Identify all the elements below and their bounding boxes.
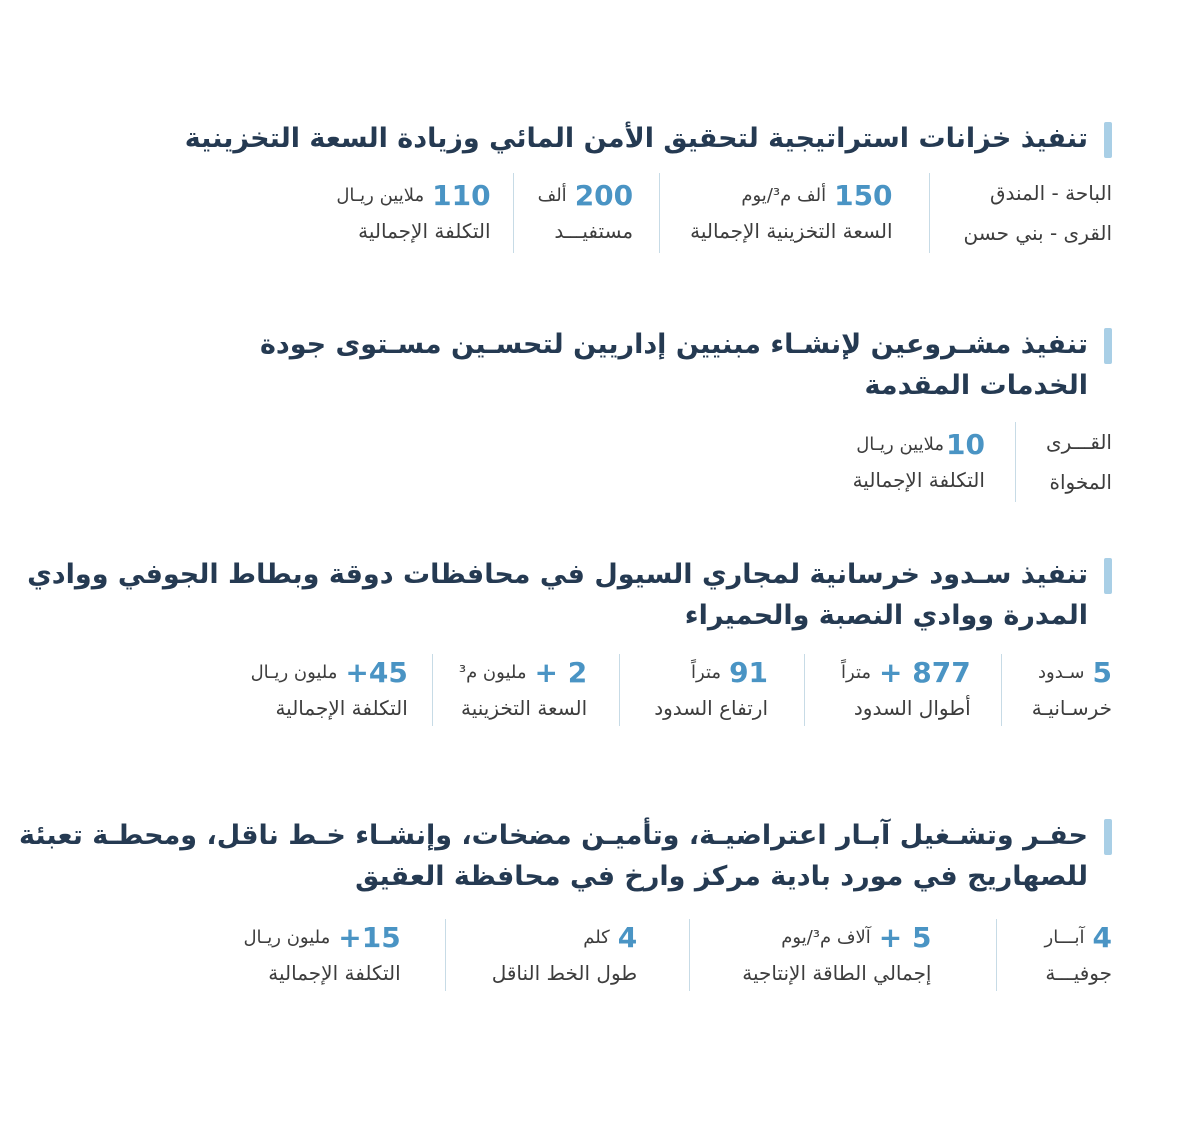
stat-value: 150 xyxy=(834,178,893,212)
stats-row xyxy=(260,422,1112,502)
stat-label: التكلفة الإجمالية xyxy=(358,219,491,243)
stat-unit: متراً xyxy=(841,661,872,683)
stat-value: +15 xyxy=(338,920,401,954)
stat-value: 10 xyxy=(945,427,985,461)
stat-production-capacity xyxy=(689,919,995,991)
stat-total-cost xyxy=(827,422,1015,502)
stat-pipeline-length xyxy=(445,919,690,991)
project-title: حفـر وتشـغيل آبـار اعتراضيـة، وتأميـن مضخات، وإنشـاء خـط ناقل، ومحطـة تعبئة للصهاريج في مورد بادية مركز وارخ في محافظة العقيق xyxy=(19,815,1112,897)
stat-wells-count xyxy=(996,919,1113,991)
stat-unit: آلاف م³/يوم xyxy=(781,926,871,948)
stat-value: +45 xyxy=(345,655,408,689)
stat-storage-capacity xyxy=(659,173,928,253)
stat-dams-height xyxy=(619,654,804,726)
stats-row xyxy=(27,654,1112,726)
stat-label: أطوال السدود xyxy=(853,696,971,720)
stat-label: التكلفة الإجمالية xyxy=(275,696,408,720)
stat-unit: متراً xyxy=(691,661,722,683)
stat-unit: آبـــار xyxy=(1044,926,1085,948)
stat-beneficiaries xyxy=(513,173,660,253)
stat-value: 200 xyxy=(574,178,634,212)
stat-unit: سـدود xyxy=(1038,661,1085,683)
stat-unit: مليون ريـال xyxy=(250,661,338,683)
location-line: القرى - بني حسن xyxy=(963,221,1112,245)
title-accent-bar xyxy=(1104,328,1112,364)
title-accent-bar xyxy=(1104,122,1112,158)
project-title: تنفيذ مشـروعين لإنشـاء مبنيين إداريين لتحسـين مسـتوى جودة الخدمات المقدمة xyxy=(260,324,1112,406)
project-admin-buildings xyxy=(260,324,1112,502)
stat-value: 4 xyxy=(1092,920,1112,954)
stat-total-cost xyxy=(217,919,444,991)
stat-label: خرسـانيـة xyxy=(1031,696,1112,720)
location-line: الباحة - المندق xyxy=(989,181,1112,205)
project-title: تنفيذ سـدود خرسانية لمجاري السيول في محافظات دوقة وبطاط الجوفي ووادي المدرة ووادي النصبة والحميراء xyxy=(27,554,1112,636)
project-wells-and-pipeline xyxy=(19,815,1112,991)
project-storage-tanks xyxy=(185,118,1112,253)
stat-label: السعة التخزينية الإجمالية xyxy=(690,219,893,243)
stat-unit: ألف xyxy=(537,184,567,206)
stats-row xyxy=(19,919,1112,991)
stat-value: 110 xyxy=(432,178,491,212)
stat-value: 5 xyxy=(1092,655,1112,689)
stat-label: السعة التخزينية xyxy=(460,696,588,720)
stat-label: ارتفاع السدود xyxy=(654,696,769,720)
stat-label: التكلفة الإجمالية xyxy=(268,961,401,985)
project-title: تنفيذ خزانات استراتيجية لتحقيق الأمن المائي وزيادة السعة التخزينية xyxy=(185,118,1112,159)
stat-label: التكلفة الإجمالية xyxy=(852,468,985,492)
stat-label: طول الخط الناقل xyxy=(491,961,638,985)
stat-unit: ألف م³/يوم xyxy=(741,184,827,206)
stat-unit: مليون ريـال xyxy=(243,926,331,948)
location-line: المخواة xyxy=(1049,470,1112,494)
stat-value: + 5 xyxy=(878,920,932,954)
stat-unit: ملايين ريـال xyxy=(856,433,944,455)
stat-label: جوفيـــة xyxy=(1045,961,1112,985)
stat-label: إجمالي الطاقة الإنتاجية xyxy=(742,961,932,985)
stat-unit: ملايين ريـال xyxy=(336,184,425,206)
stat-unit: مليون م³ xyxy=(458,661,527,683)
stat-location xyxy=(929,173,1112,253)
project-concrete-dams xyxy=(27,554,1112,726)
stat-total-cost xyxy=(225,654,432,726)
stat-value: + 877 xyxy=(879,655,971,689)
location-line: القـــرى xyxy=(1045,430,1112,454)
stat-dams-count xyxy=(1001,654,1112,726)
stat-storage-capacity xyxy=(432,654,619,726)
stat-value: 91 xyxy=(729,655,769,689)
stat-value: + 2 xyxy=(534,655,588,689)
stat-dams-length xyxy=(804,654,1001,726)
stat-value: 4 xyxy=(617,920,638,954)
stat-total-cost xyxy=(310,173,512,253)
stat-location xyxy=(1015,422,1112,502)
stat-unit: كلم xyxy=(583,926,610,948)
stat-label: مستفيـــد xyxy=(554,219,634,243)
stats-row xyxy=(185,173,1112,253)
title-accent-bar xyxy=(1104,558,1112,594)
title-accent-bar xyxy=(1104,819,1112,855)
